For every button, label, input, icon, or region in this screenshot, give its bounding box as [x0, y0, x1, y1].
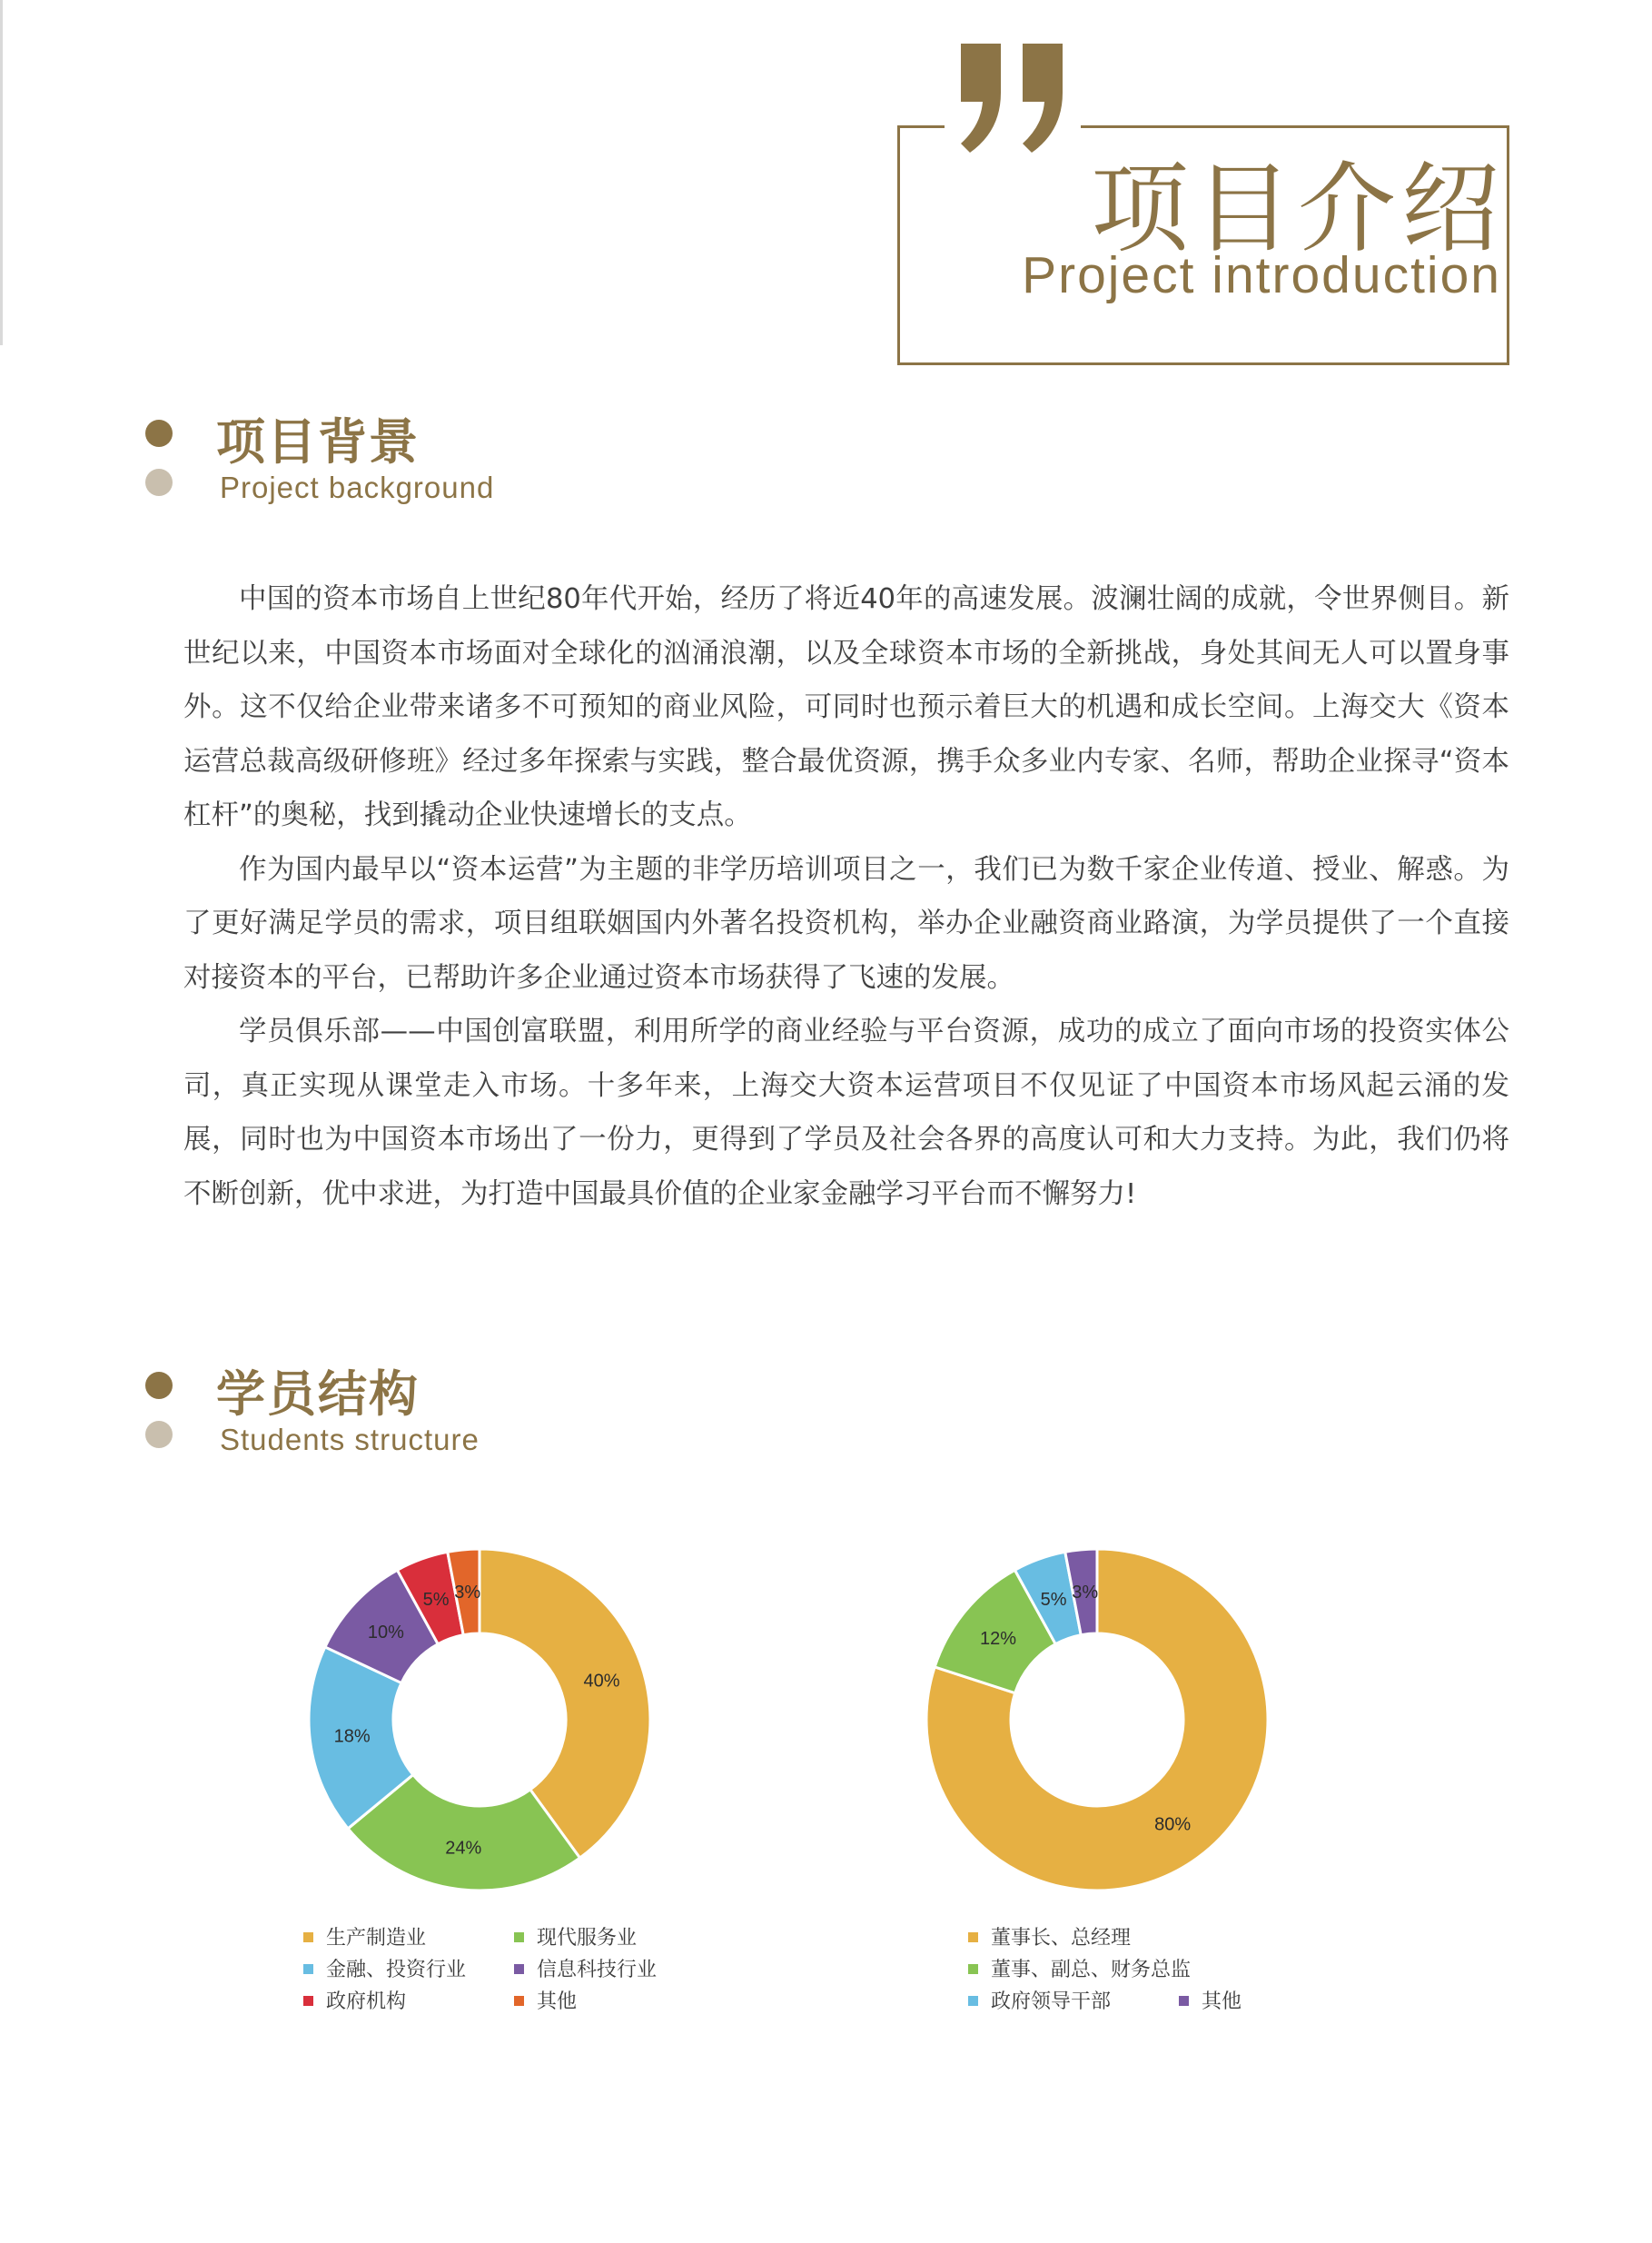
donut-1-label-6: 3%: [454, 1583, 481, 1603]
legend-swatch: [303, 1964, 313, 1974]
donut-1-legend-item: [514, 1958, 657, 1983]
donut-1-legend-item: [303, 1958, 466, 1983]
donut-1-label-5: 5%: [422, 1589, 450, 1610]
legend-swatch: [514, 1964, 524, 1974]
legend-label: 政府领导干部: [991, 1990, 1112, 2013]
legend-label: 生产制造业: [326, 1927, 427, 1950]
legend-label: 信息科技行业: [537, 1959, 658, 1981]
donut-2-legend-item: [968, 1958, 1191, 1983]
section-structure-title-zh: 学员结构: [216, 1365, 420, 1423]
legend-label: 董事、副总、财务总监: [991, 1959, 1192, 1981]
donut-1-legend-item: [303, 1926, 426, 1951]
donut-2-label-4: 3%: [1072, 1583, 1099, 1603]
donut-2-legend-item: [968, 1990, 1111, 2015]
legend-label: 现代服务业: [537, 1927, 638, 1950]
legend-swatch: [514, 1932, 524, 1942]
legend-swatch: [968, 1964, 978, 1974]
legend-swatch: [303, 1932, 313, 1942]
donut-1-label-4: 10%: [367, 1623, 404, 1643]
legend-label: 政府机构: [326, 1990, 407, 2013]
donut-2-legend-item: [968, 1926, 1131, 1951]
donut-1-label-1: 40%: [583, 1671, 620, 1692]
legend-swatch: [968, 1996, 978, 2006]
background-paragraph-1: 中国的资本市场自上世纪80年代开始，经历了将近40年的高速发展。波澜壮阔的成就，令世界侧目。新世纪以来，中国资本市场面对全球化的汹涌浪潮，以及全球资本市场的全新挑战，身处其间无人可以置身事外。这不仅给企业带来诸多不可预知的商业风险，可同时也预示着巨大的机遇和成长空间。上海交大《资本运营总裁高级研修班》经过多年探索与实践，整合最优资源，携手众多业内专家、名师，帮助企业探寻“资本杠杆”的奥秘，找到撬动企业快速增长的支点。: [183, 583, 1509, 831]
legend-label: 其他: [1202, 1990, 1242, 2013]
donut-1-label-3: 18%: [333, 1726, 371, 1747]
background-paragraph-2: 作为国内最早以“资本运营”为主题的非学历培训项目之一，我们已为数千家企业传道、授业、解惑。为了更好满足学员的需求，项目组联姻国内外著名投资机构，举办企业融资商业路演，为学员提供了一个直接对接资本的平台，已帮助许多企业通过资本市场获得了飞速的发展。: [183, 853, 1509, 994]
legend-swatch: [968, 1932, 978, 1942]
donut-2-label-3: 5%: [1040, 1589, 1067, 1610]
donut-1-legend-item: [303, 1990, 406, 2015]
legend-swatch: [303, 1996, 313, 2006]
section-structure-title-en: Students structure: [220, 1423, 480, 1456]
header-title-en: Project introduction: [1022, 246, 1501, 304]
background-paragraph-3: 学员俱乐部——中国创富联盟，利用所学的商业经验与平台资源，成功的成立了面向市场的投资实体公司，真正实现从课堂走入市场。十多年来，上海交大资本运营项目不仅见证了中国资本市场风起云涌的发展，同时也为中国资本市场出了一份力，更得到了学员及社会各界的高度认可和大力支持。为此，我们仍将不断创新，优中求进，为打造中国最具价值的企业家金融学习平台而不懈努力!: [183, 1016, 1509, 1210]
legend-label: 其他: [537, 1990, 578, 2013]
legend-label: 董事长、总经理: [991, 1927, 1132, 1950]
donut-1-legend-item: [514, 1926, 637, 1951]
section-background-title-en: Project background: [220, 471, 495, 504]
donut-2-label-1: 80%: [1154, 1814, 1192, 1835]
legend-label: 金融、投资行业: [326, 1959, 467, 1981]
donut-1-label-2: 24%: [445, 1838, 482, 1859]
section-background-title-zh: 项目背景: [216, 413, 420, 471]
header-title-zh: 项目介绍: [1090, 153, 1505, 266]
donut-2-legend-item: [1179, 1990, 1241, 2015]
legend-swatch: [1179, 1996, 1189, 2006]
donut-1-legend-item: [514, 1990, 577, 2015]
legend-swatch: [514, 1996, 524, 2006]
donut-2-label-2: 12%: [979, 1628, 1016, 1649]
